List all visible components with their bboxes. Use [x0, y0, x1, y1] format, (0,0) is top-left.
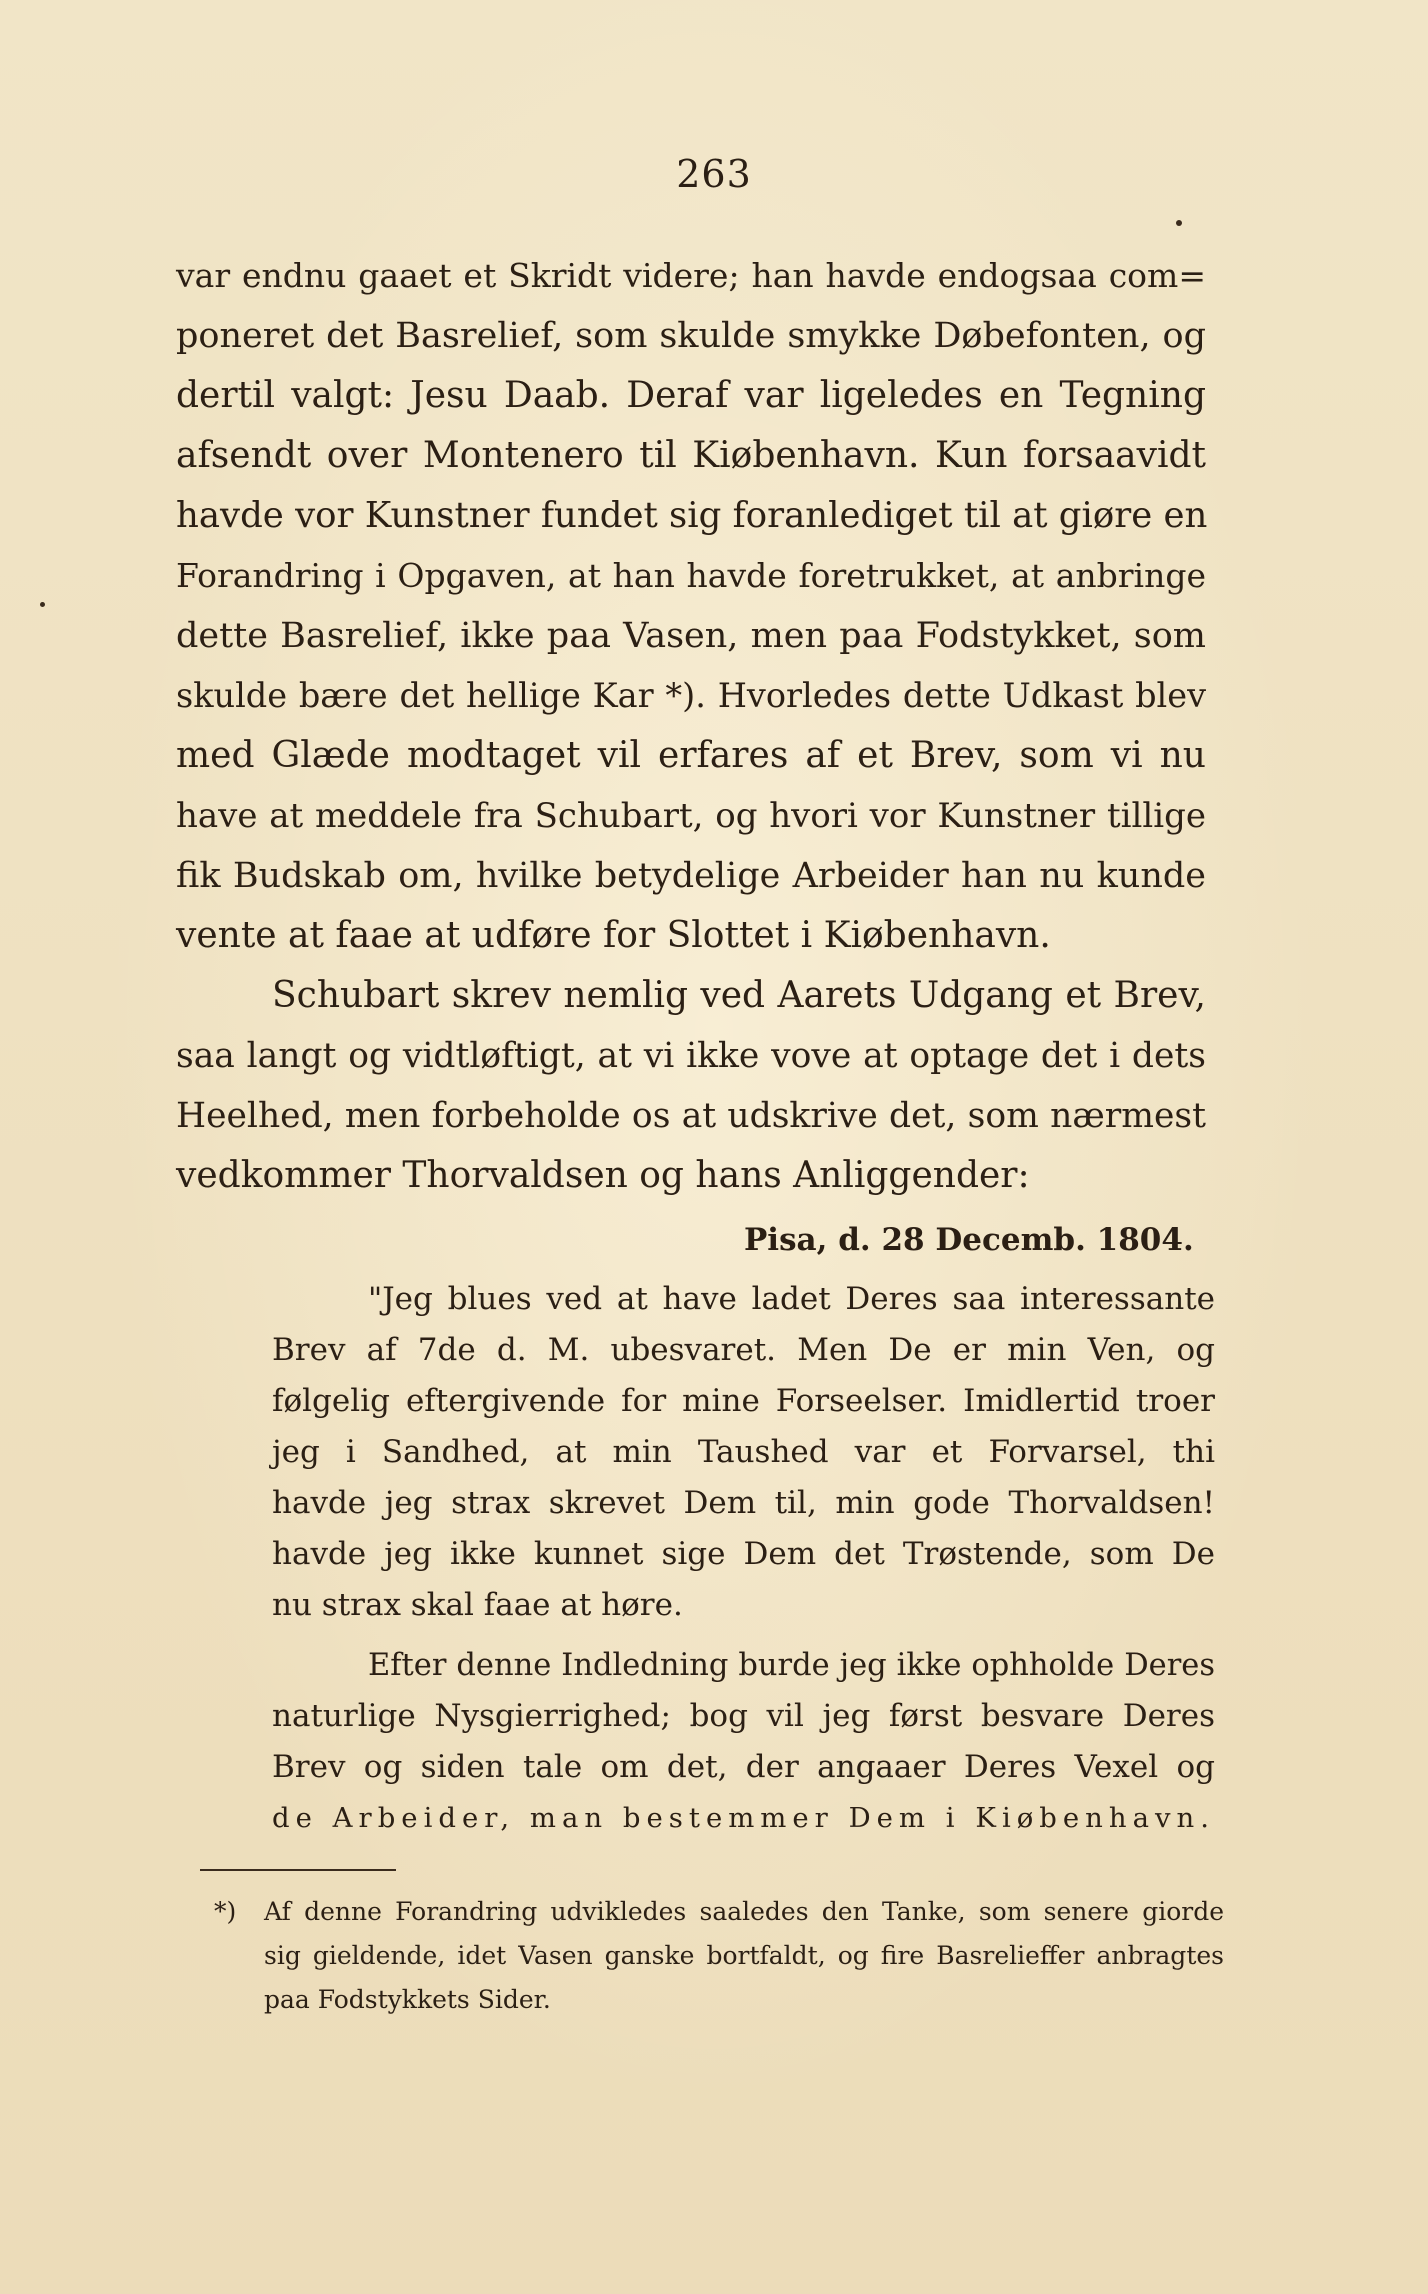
page-number: 263 [676, 152, 752, 196]
footnote-line: paa Fodstykkets Sider. [264, 1985, 551, 2014]
footnote-text: Af denne Forandring udvikledes saaledes den Tanke, som senere giorde [264, 1897, 1224, 1926]
ink-speck [40, 602, 45, 607]
text-line: vente at faae at udføre for Slottet i Kiøbenhavn. [176, 915, 1051, 956]
footnote-marker: *) [214, 1897, 237, 1926]
text-line: naturlige Nysgierrighed; bog vil jeg først besvare Deres [272, 1698, 1215, 1734]
text-line: dertil valgt: Jesu Daab. Deraf var ligeledes en Tegning [176, 375, 1206, 416]
main-text [176, 246, 1206, 1206]
text-line: jeg i Sandhed, at min Taushed var et Forvarsel, thi [272, 1434, 1215, 1470]
text-line: poneret det Basrelief, som skulde smykke Døbefonten, og [176, 316, 1206, 356]
text-line: Heelhed, men forbeholde os at udskrive det, som nærmest [176, 1096, 1206, 1136]
text-line: Brev og siden tale om det, der angaaer Deres Vexel og [272, 1749, 1215, 1785]
text-line: Brev af 7de d. M. ubesvaret. Men De er min Ven, og [272, 1332, 1215, 1368]
text-line: Forandring i Opgaven, at han havde foretrukket, at anbringe [176, 556, 1206, 595]
text-line: havde vor Kunstner fundet sig foranlediget til at giøre en [176, 495, 1208, 536]
text-line: de Arbeider, man bestemmer Dem i Kiøbenhavn. [272, 1802, 1215, 1834]
footnote [214, 1890, 1224, 2022]
footnote-line: sig gieldende, idet Vasen ganske bortfaldt, og fire Basrelieffer anbragtes [264, 1941, 1224, 1970]
text-line: havde jeg strax skrevet Dem til, min gode Thorvaldsen! [272, 1485, 1215, 1521]
text-line: saa langt og vidtløftigt, at vi ikke vove at optage det i dets [176, 1036, 1206, 1076]
text-line: skulde bære det hellige Kar *). Hvorledes dette Udkast blev [176, 676, 1206, 715]
text-line: afsendt over Montenero til Kiøbenhavn. Kun forsaavidt [176, 435, 1206, 476]
text-line: med Glæde modtaget vil erfares af et Brev, som vi nu [176, 735, 1206, 776]
text-line: have at meddele fra Schubart, og hvori vor Kunstner tillige [176, 796, 1206, 836]
text-line: dette Basrelief, ikke paa Vasen, men paa Fodstykket, som [176, 616, 1206, 656]
footnote-line [214, 1890, 1224, 1934]
ink-speck [1176, 220, 1182, 226]
letter-paragraph [272, 1640, 1215, 1844]
text-line: Schubart skrev nemlig ved Aarets Udgang et Brev, [272, 975, 1206, 1016]
letter-paragraph [272, 1274, 1215, 1631]
text-line: vedkommer Thorvaldsen og hans Anliggender: [176, 1155, 1030, 1196]
letter-dateline: Pisa, d. 28 Decemb. 1804. [744, 1222, 1194, 1258]
text-line: nu strax skal faae at høre. [272, 1587, 683, 1623]
footnote-divider [200, 1869, 396, 1871]
text-line: fik Budskab om, hvilke betydelige Arbeider han nu kunde [176, 856, 1206, 896]
text-line: Efter denne Indledning burde jeg ikke ophholde Deres [368, 1648, 1215, 1683]
text-line: "Jeg blues ved at have ladet Deres saa interessante [368, 1281, 1215, 1317]
text-line: var endnu gaaet et Skridt videre; han havde endogsaa com= [176, 256, 1206, 295]
text-line: følgelig eftergivende for mine Forseelser. Imidlertid troer [272, 1383, 1215, 1419]
text-line: havde jeg ikke kunnet sige Dem det Trøstende, som De [272, 1536, 1215, 1572]
